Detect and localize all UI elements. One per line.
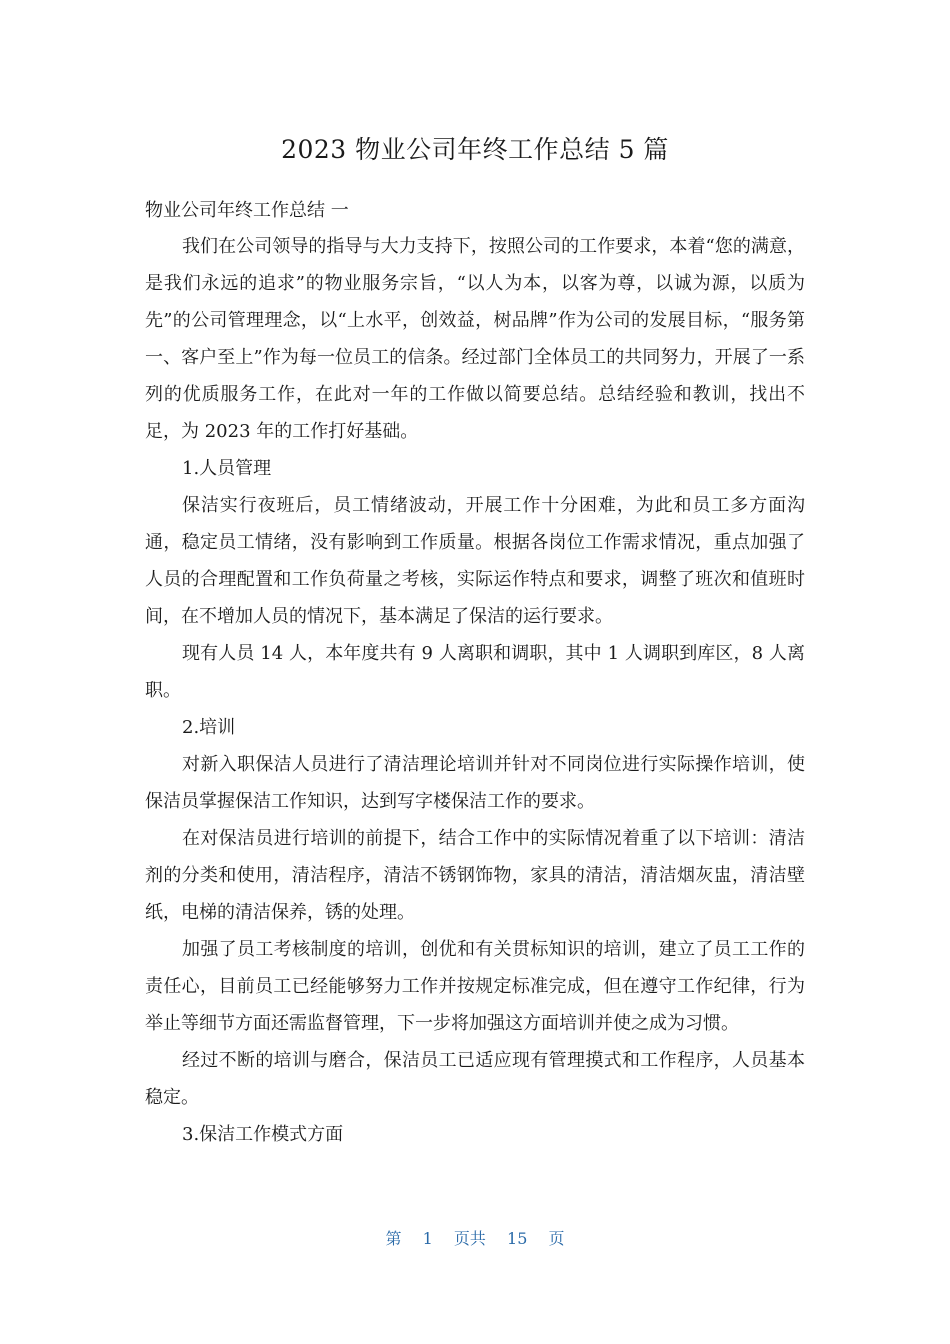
paragraph-intro: 我们在公司领导的指导与大力支持下，按照公司的工作要求，本着“您的满意，是我们永远的追求”的物业服务宗旨，“以人为本，以客为尊，以诚为源，以质为先”的公司管理理念，以“上水平，创效益，树品牌”作为公司的发展目标，“服务第一、客户至上”作为每一位员工的信条。经过部门全体员工的共同努力，开展了一系列的优质服务工作，在此对一年的工作做以简要总结。总结经验和教训，找出不足，为 2023 年的工作打好基础。: [145, 236, 805, 442]
paragraph-training-assessment: 加强了员工考核制度的培训，创优和有关贯标知识的培训，建立了员工工作的责任心，目前员工已经能够努力工作并按规定标准完成，但在遵守工作纪律，行为举止等细节方面还需监督管理，下一步将加强这方面培训并使之成为习惯。: [145, 939, 805, 1034]
paragraph-training-focus: 在对保洁员进行培训的前提下，结合工作中的实际情况着重了以下培训：清洁剂的分类和使用，清洁程序，清洁不锈钢饰物，家具的清洁，清洁烟灰盅，清洁壁纸，电梯的清洁保养，锈的处理。: [145, 828, 805, 923]
paragraph-personnel: 保洁实行夜班后，员工情绪波动，开展工作十分困难，为此和员工多方面沟通，稳定员工情绪，没有影响到工作质量。根据各岗位工作需求情况，重点加强了人员的合理配置和工作负荷量之考核，实际运作特点和要求，调整了班次和值班时间，在不增加人员的情况下，基本满足了保洁的运行要求。: [145, 495, 805, 627]
footer-label-3: 页: [548, 1229, 565, 1248]
paragraph-training-new: 对新入职保洁人员进行了清洁理论培训并针对不同岗位进行实际操作培训，使保洁员掌握保洁工作知识，达到写字楼保洁工作的要求。: [145, 754, 805, 812]
heading-cleaning-mode: 3.保洁工作模式方面: [182, 1124, 344, 1145]
footer-label-2: 页共: [453, 1229, 486, 1248]
page-footer: [0, 1226, 950, 1249]
footer-page-number: 1: [422, 1229, 433, 1248]
document-title: 2023 物业公司年终工作总结 5 篇: [281, 135, 669, 164]
heading-training: 2.培训: [182, 717, 236, 738]
heading-personnel: 1.人员管理: [182, 458, 272, 479]
section-subtitle: 物业公司年终工作总结 一: [145, 200, 349, 221]
footer-total-pages: 15: [507, 1229, 528, 1248]
document-body: [145, 228, 805, 1153]
paragraph-staff-count: 现有人员 14 人，本年度共有 9 人离职和调职，其中 1 人调职到库区，8 人离职。: [145, 643, 805, 701]
footer-label-1: 第: [385, 1229, 402, 1248]
paragraph-training-result: 经过不断的培训与磨合，保洁员工已适应现有管理摸式和工作程序，人员基本稳定。: [145, 1050, 805, 1108]
